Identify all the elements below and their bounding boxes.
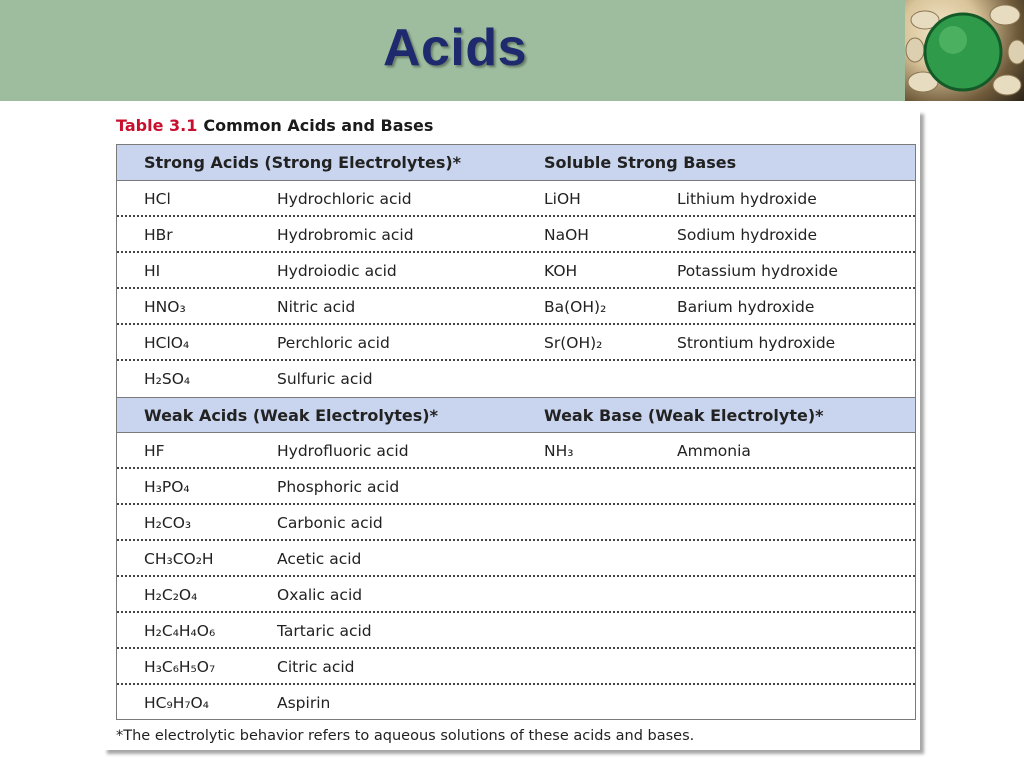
acid-formula: H₂C₂O₄ [144, 586, 198, 604]
acid-name: Phosphoric acid [277, 478, 400, 496]
table-row [117, 505, 915, 541]
header-strong-acids: Strong Acids (Strong Electrolytes)* [144, 153, 462, 172]
header-weak-base: Weak Base (Weak Electrolyte)* [544, 406, 824, 425]
table-caption-text: Common Acids and Bases [203, 116, 434, 135]
header-weak-acids: Weak Acids (Weak Electrolytes)* [144, 406, 438, 425]
table-row [117, 649, 915, 685]
acid-formula: HC₉H₇O₄ [144, 694, 209, 712]
table-row [117, 325, 915, 361]
base-formula: KOH [544, 262, 578, 280]
table-row [117, 217, 915, 253]
acid-formula: HI [144, 262, 161, 280]
table-row [117, 361, 915, 397]
acid-name: Hydroiodic acid [277, 262, 397, 280]
table-row [117, 685, 915, 721]
header-strong-bases: Soluble Strong Bases [544, 153, 737, 172]
base-name: Ammonia [677, 442, 751, 460]
acid-name: Carbonic acid [277, 514, 383, 532]
acid-formula: HF [144, 442, 165, 460]
table-panel [103, 110, 920, 750]
base-formula: LiOH [544, 190, 581, 208]
table-row [117, 613, 915, 649]
base-formula: NH₃ [544, 442, 574, 460]
acid-formula: CH₃CO₂H [144, 550, 214, 568]
section-header-weak [117, 397, 915, 433]
acid-name: Sulfuric acid [277, 370, 373, 388]
acid-formula: H₂CO₃ [144, 514, 192, 532]
section-header-strong [117, 145, 915, 181]
acid-formula: H₃C₆H₅O₇ [144, 658, 216, 676]
table-row [117, 541, 915, 577]
acid-name: Citric acid [277, 658, 355, 676]
table-caption-number: Table 3.1 [116, 116, 198, 135]
table-row [117, 433, 915, 469]
acid-formula: H₃PO₄ [144, 478, 190, 496]
acid-formula: HBr [144, 226, 173, 244]
base-name: Lithium hydroxide [677, 190, 817, 208]
acid-name: Hydrochloric acid [277, 190, 412, 208]
acid-formula: HNO₃ [144, 298, 186, 316]
acid-name: Nitric acid [277, 298, 356, 316]
base-name: Sodium hydroxide [677, 226, 818, 244]
table-row [117, 289, 915, 325]
table-row [117, 253, 915, 289]
table-row [117, 577, 915, 613]
base-formula: Ba(OH)₂ [544, 298, 607, 316]
acid-name: Oxalic acid [277, 586, 363, 604]
acid-formula: H₂C₄H₄O₆ [144, 622, 216, 640]
base-name: Strontium hydroxide [677, 334, 836, 352]
base-formula: NaOH [544, 226, 589, 244]
acid-formula: HCl [144, 190, 171, 208]
acids-bases-table [116, 144, 916, 720]
base-name: Potassium hydroxide [677, 262, 838, 280]
acid-formula: HClO₄ [144, 334, 190, 352]
acid-name: Tartaric acid [277, 622, 372, 640]
acid-name: Aspirin [277, 694, 331, 712]
base-formula: Sr(OH)₂ [544, 334, 603, 352]
acid-formula: H₂SO₄ [144, 370, 191, 388]
acid-name: Hydrofluoric acid [277, 442, 409, 460]
base-name: Barium hydroxide [677, 298, 815, 316]
pollen-grain-photo [905, 0, 1024, 101]
acid-name: Acetic acid [277, 550, 362, 568]
acid-name: Hydrobromic acid [277, 226, 414, 244]
slide-title: Acids [382, 19, 528, 77]
acid-name: Perchloric acid [277, 334, 390, 352]
table-footnote: *The electrolytic behavior refers to aqueous solutions of these acids and bases. [116, 728, 695, 744]
table-row [117, 469, 915, 505]
table-row [117, 181, 915, 217]
table-caption [116, 116, 433, 135]
